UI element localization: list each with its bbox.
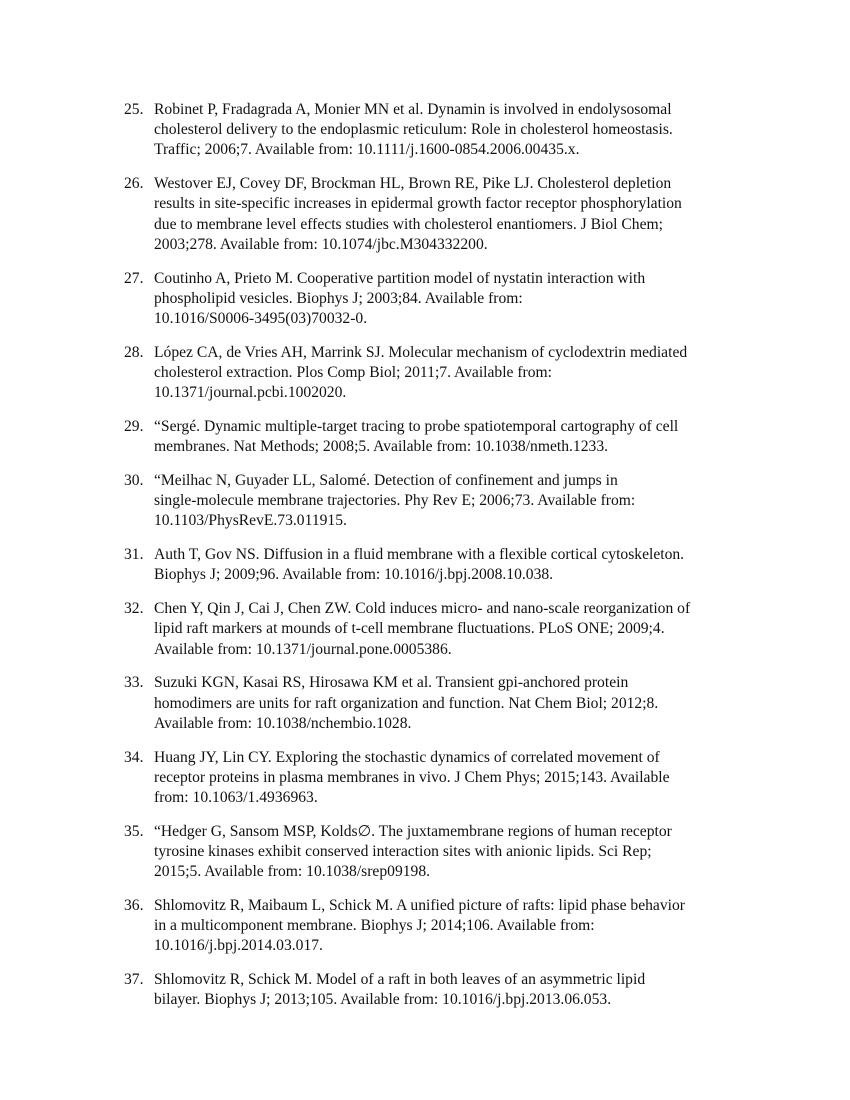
reference-item bbox=[124, 673, 730, 734]
reference-number: 32. bbox=[124, 600, 144, 618]
reference-text: Chen Y, Qin J, Cai J, Chen ZW. Cold induces micro- and nano-scale reorganization of lipid raft markers at mounds of t-cell membrane fluctuations. PLoS ONE; 2009;4. Available from: 10.1371/journal.pone.0005386. bbox=[154, 600, 691, 658]
reference-text: Auth T, Gov NS. Diffusion in a fluid membrane with a flexible cortical cytoskeleton. Biophys J; 2009;96. Available from: 10.1016/j.bpj.2008.10.038. bbox=[154, 546, 685, 584]
reference-text: “Sergé. Dynamic multiple-target tracing to probe spatiotemporal cartography of cell membranes. Nat Methods; 2008;5. Available from: 10.1038/nmeth.1233. bbox=[154, 418, 679, 456]
reference-item bbox=[124, 599, 730, 660]
reference-item bbox=[124, 822, 730, 883]
reference-number: 30. bbox=[124, 472, 144, 490]
reference-item bbox=[124, 471, 730, 532]
reference-item bbox=[124, 100, 730, 161]
reference-text: “Meilhac N, Guyader LL, Salomé. Detection of confinement and jumps in single-molecule membrane trajectories. Phy Rev E; 2006;73. Available from: 10.1103/PhysRevE.73.011915. bbox=[154, 472, 636, 530]
reference-number: 35. bbox=[124, 822, 144, 840]
reference-number: 27. bbox=[124, 269, 144, 287]
reference-number: 33. bbox=[124, 674, 144, 692]
reference-number: 36. bbox=[124, 897, 144, 915]
reference-text: Westover EJ, Covey DF, Brockman HL, Brown RE, Pike LJ. Cholesterol depletion results in site-specific increases in epidermal growth factor receptor phosphorylation due to membrane level effects studies with cholesterol enantiomers. J Biol Chem; 2003;278. Available from: 10.1074/jbc.M304332200. bbox=[154, 175, 682, 253]
reference-number: 26. bbox=[124, 175, 144, 193]
reference-number: 34. bbox=[124, 748, 144, 766]
reference-text: Suzuki KGN, Kasai RS, Hirosawa KM et al. Transient gpi-anchored protein homodimers are units for raft organization and function. Nat Chem Biol; 2012;8. Available from: 10.1038/nchembio.1028. bbox=[154, 674, 659, 732]
reference-number: 31. bbox=[124, 546, 144, 564]
reference-text: Coutinho A, Prieto M. Cooperative partition model of nystatin interaction with phospholipid vesicles. Biophys J; 2003;84. Available from: 10.1016/S0006-3495(03)70032-0. bbox=[154, 269, 646, 328]
reference-number: 37. bbox=[124, 971, 144, 989]
reference-item bbox=[124, 417, 730, 457]
reference-text: Shlomovitz R, Schick M. Model of a raft in both leaves of an asymmetric lipid bilayer. Biophys J; 2013;105. Available from: 10.1016/j.bpj.2013.06.053. bbox=[154, 971, 646, 1009]
reference-item bbox=[124, 343, 730, 404]
reference-item bbox=[124, 269, 730, 330]
reference-text: López CA, de Vries AH, Marrink SJ. Molecular mechanism of cyclodextrin mediated cholesterol extraction. Plos Comp Biol; 2011;7. Available from: 10.1371/journal.pcbi.1002020. bbox=[154, 343, 688, 402]
reference-number: 28. bbox=[124, 343, 144, 361]
reference-number: 29. bbox=[124, 418, 144, 436]
reference-text: Robinet P, Fradagrada A, Monier MN et al. Dynamin is involved in endolysosomal cholesterol delivery to the endoplasmic reticulum: Role in cholesterol homeostasis. Traffic; 2006;7. Available from: 10.1111/j.1600-0854.2006.00435.x. bbox=[154, 101, 673, 159]
reference-item bbox=[124, 896, 730, 957]
reference-list bbox=[124, 100, 730, 1024]
reference-text: “Hedger G, Sansom MSP, Kolds∅. The juxtamembrane regions of human receptor tyrosine kinases exhibit conserved interaction sites with anionic lipids. Sci Rep; 2015;5. Available from: 10.1038/srep09198. bbox=[154, 822, 672, 881]
reference-item bbox=[124, 748, 730, 809]
reference-item bbox=[124, 545, 730, 585]
reference-text: Huang JY, Lin CY. Exploring the stochastic dynamics of correlated movement of receptor proteins in plasma membranes in vivo. J Chem Phys; 2015;143. Available from: 10.1063/1.4936963. bbox=[154, 748, 670, 807]
reference-text: Shlomovitz R, Maibaum L, Schick M. A unified picture of rafts: lipid phase behavior in a multicomponent membrane. Biophys J; 2014;106. Available from: 10.1016/j.bpj.2014.03.017. bbox=[154, 897, 685, 955]
reference-number: 25. bbox=[124, 101, 144, 118]
reference-item bbox=[124, 970, 730, 1010]
reference-item bbox=[124, 174, 730, 255]
